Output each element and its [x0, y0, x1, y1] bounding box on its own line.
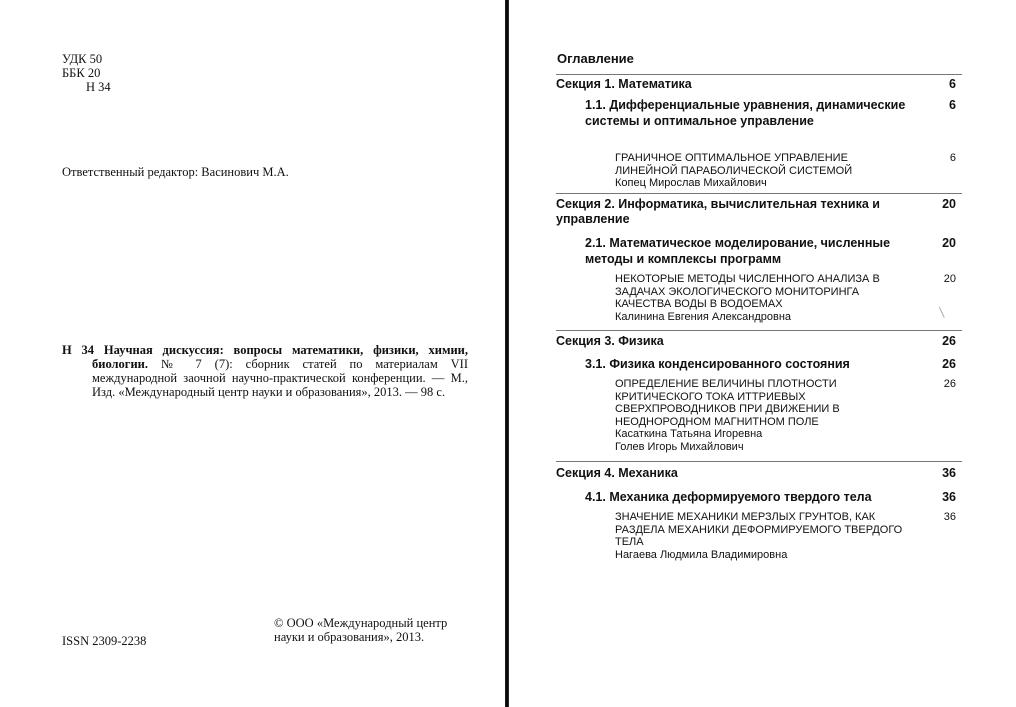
section-title: Секция 4. Механика [556, 466, 678, 480]
section-page: 6 [949, 77, 956, 91]
toc-article[interactable] [615, 152, 956, 190]
biblio-title: Научная дискуссия: вопросы математики, физики, химии, биологии. [92, 343, 468, 371]
toc-section[interactable] [556, 77, 956, 92]
toc-subsection[interactable] [585, 489, 956, 505]
subsection-title: 1.1. Дифференциальные уравнения, динамические системы и оптимальное управление [585, 98, 906, 128]
section-divider [556, 461, 962, 462]
article-author: Касаткина Татьяна Игоревна [615, 428, 763, 440]
section-title: Секция 2. Информатика, вычислительная техника и управление [556, 197, 880, 226]
article-title: НЕКОТОРЫЕ МЕТОДЫ ЧИСЛЕННОГО АНАЛИЗА В ЗАДАЧАХ ЭКОЛОГИЧЕСКОГО МОНИТОРИНГА КАЧЕСТВА ВОДЫ В ВОДОЕМАХ [615, 273, 880, 310]
section-divider [556, 330, 962, 331]
subsection-title: 2.1. Математическое моделирование, численные методы и комплексы программ [585, 236, 891, 266]
left-page [0, 0, 505, 707]
toc-section[interactable] [556, 466, 956, 481]
book-spine [505, 0, 509, 707]
subsection-page: 20 [942, 236, 956, 250]
biblio-code: Н 34 [62, 343, 95, 357]
section-page: 20 [942, 197, 956, 211]
article-author: Копец Мирослав Михайлович [615, 177, 767, 189]
section-divider [556, 193, 962, 194]
toc-section[interactable] [556, 197, 956, 227]
section-page: 36 [942, 466, 956, 480]
subsection-page: 36 [942, 490, 956, 504]
subsection-title: 3.1. Физика конденсированного состояния [585, 357, 850, 371]
classification-codes [62, 52, 111, 94]
toc-subsection[interactable] [585, 235, 956, 267]
toc-article[interactable] [615, 273, 956, 324]
section-page: 26 [942, 334, 956, 348]
copyright-line-1: © ООО «Международный центр [274, 616, 448, 630]
toc-section[interactable] [556, 334, 956, 349]
udk-code: УДК 50 [62, 52, 103, 66]
subsection-page: 6 [949, 98, 956, 112]
right-page [511, 0, 1016, 707]
article-author: Калинина Евгения Александровна [615, 310, 792, 323]
issn: ISSN 2309-2238 [62, 634, 147, 648]
author-mark: Н 34 [86, 80, 111, 94]
article-page: 26 [943, 378, 956, 390]
toc-title: Оглавление [557, 51, 634, 66]
section-divider [556, 74, 962, 75]
section-title: Секция 1. Математика [556, 77, 692, 91]
bibliographic-record [62, 343, 468, 399]
copyright-line-2: науки и образования», 2013. [274, 630, 425, 644]
toc-article[interactable] [615, 511, 956, 562]
article-page: 6 [949, 152, 956, 164]
copyright [274, 616, 474, 644]
article-page: 36 [943, 511, 956, 523]
article-page: 20 [943, 273, 956, 285]
biblio-details: № 7 (7): сборник статей по материалам VII международной заочной научно-практической конференции. — М., Изд. «Международный центр науки и образования», 2013. — 98 с. [92, 357, 468, 399]
toc-subsection[interactable] [585, 97, 956, 129]
article-title: ЗНАЧЕНИЕ МЕХАНИКИ МЕРЗЛЫХ ГРУНТОВ, КАК РАЗДЕЛА МЕХАНИКИ ДЕФОРМИРУЕМОГО ТВЕРДОГО ТЕЛА [615, 511, 903, 548]
toc-article[interactable] [615, 378, 956, 454]
responsible-editor: Ответственный редактор: Васинович М.А. [62, 165, 289, 179]
article-title: ОПРЕДЕЛЕНИЕ ВЕЛИЧИНЫ ПЛОТНОСТИ КРИТИЧЕСКОГО ТОКА ИТТРИЕВЫХ СВЕРХПРОВОДНИКОВ ПРИ ДВИЖЕНИИ В НЕОДНОРОДНОМ МАГНИТНОМ ПОЛЕ [615, 378, 840, 428]
subsection-page: 26 [942, 357, 956, 371]
toc-subsection[interactable] [585, 356, 956, 372]
section-title: Секция 3. Физика [556, 334, 664, 348]
article-author: Голев Игорь Михайлович [615, 441, 744, 453]
bbk-code: ББК 20 [62, 66, 101, 80]
subsection-title: 4.1. Механика деформируемого твердого тела [585, 490, 872, 504]
article-author: Нагаева Людмила Владимировна [615, 548, 788, 561]
article-title: ГРАНИЧНОЕ ОПТИМАЛЬНОЕ УПРАВЛЕНИЕ ЛИНЕЙНОЙ ПАРАБОЛИЧЕСКОЙ СИСТЕМОЙ [615, 152, 853, 177]
